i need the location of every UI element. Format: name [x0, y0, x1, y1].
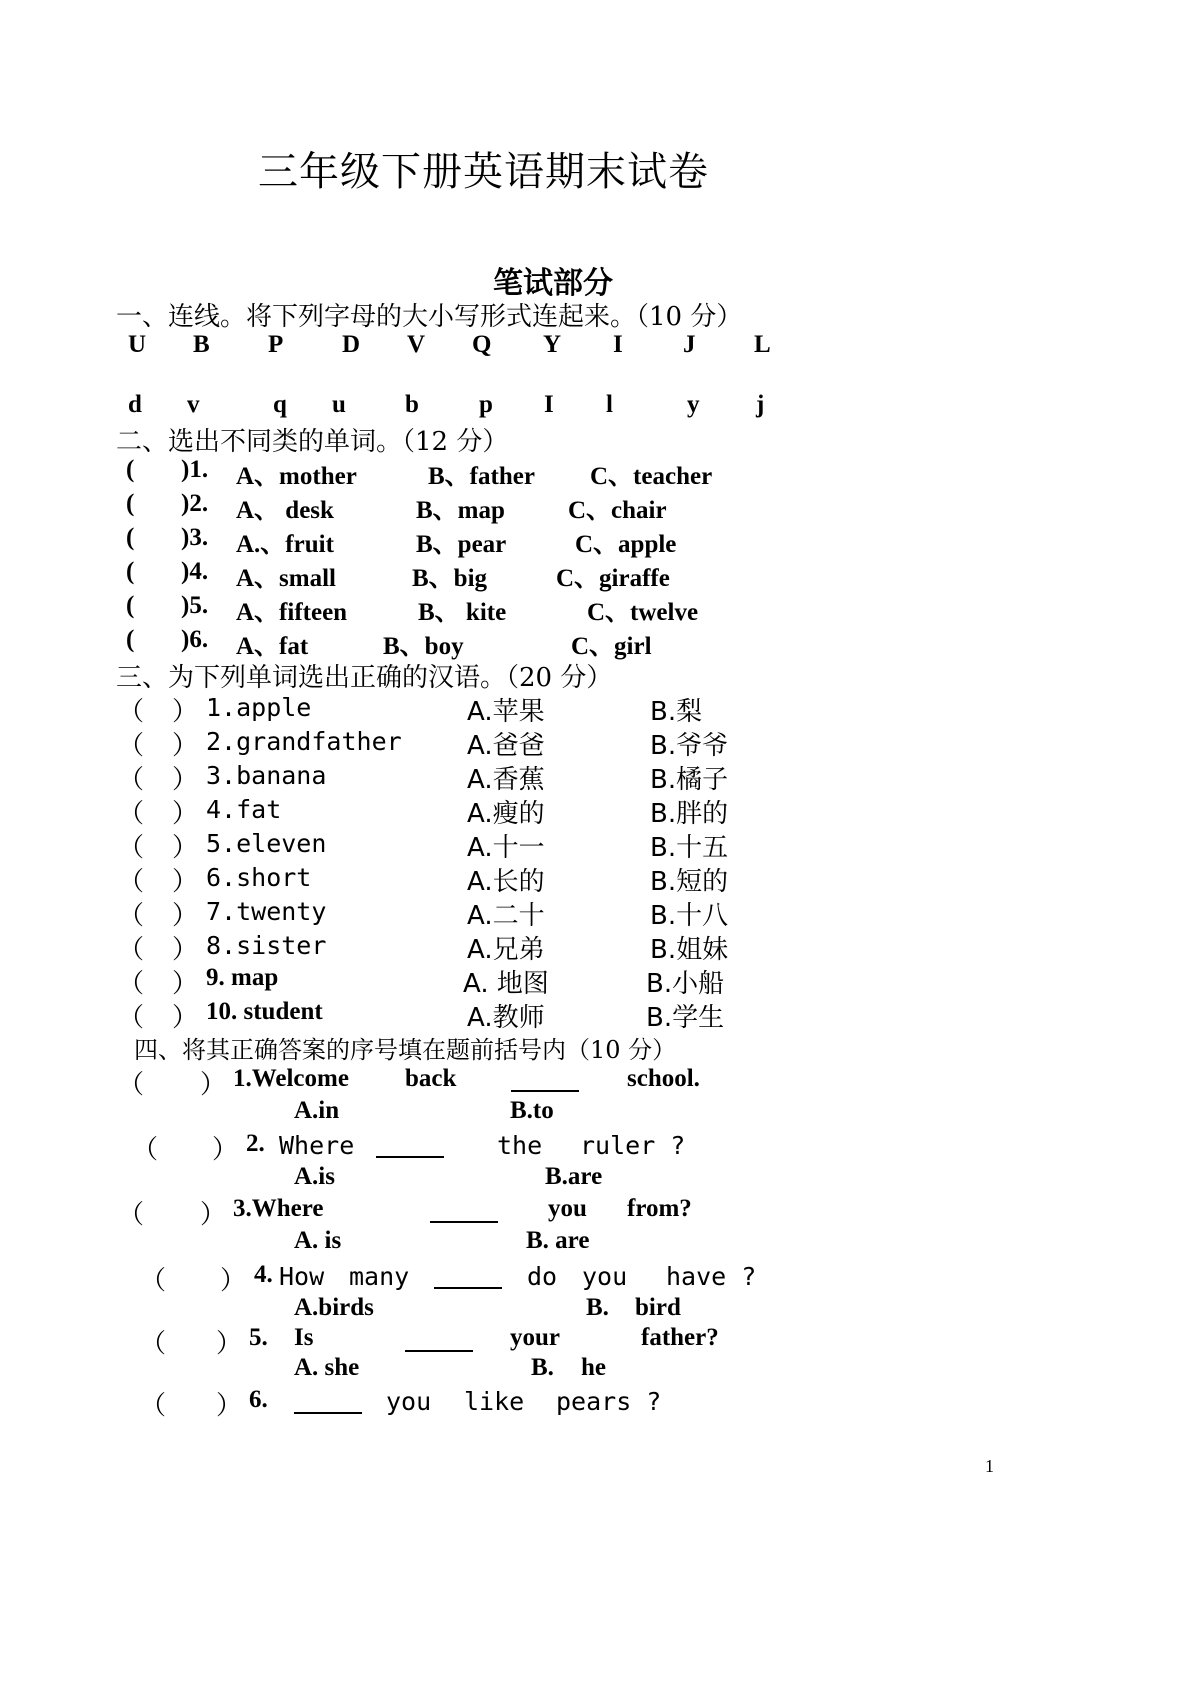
fill-blank[interactable] [405, 1328, 473, 1352]
answer-paren-open[interactable]: （ [118, 731, 145, 761]
upper-letter: Y [543, 331, 562, 358]
option-c: C、giraffe [556, 565, 670, 592]
section2-heading: 二、选出不同类的单词。（12 分） [116, 427, 509, 457]
lower-letter: q [273, 391, 287, 418]
option-b: B、big [412, 565, 488, 592]
option-a: A、mother [236, 463, 357, 490]
answer-paren-close: ） [212, 1135, 239, 1165]
question-word: you [582, 1262, 628, 1291]
question-word: Is [294, 1324, 314, 1351]
option-b: B. are [526, 1227, 590, 1254]
answer-paren-open[interactable]: （ [118, 765, 145, 795]
option-b: B.十五 [650, 833, 729, 863]
answer-paren-close: ） [172, 901, 199, 931]
question-number: 5. [249, 1324, 268, 1351]
option-b: B.爷爷 [650, 731, 729, 761]
lower-letter: y [687, 391, 700, 418]
fill-blank[interactable] [434, 1265, 502, 1289]
option-b: B.胖的 [650, 799, 729, 829]
answer-paren-close: ） [200, 1200, 227, 1230]
option-a: A. 地图 [463, 969, 549, 999]
fill-blank[interactable] [294, 1390, 362, 1414]
question-number: )5. [181, 592, 209, 619]
option-b: B. [586, 1294, 609, 1321]
lower-letter: p [479, 391, 493, 418]
upper-letter: V [407, 331, 426, 358]
question-word: your [510, 1324, 560, 1351]
option-a: A.二十 [467, 901, 545, 931]
page-title: 三年级下册英语期末试卷 [258, 149, 709, 195]
answer-paren-open[interactable]: （ [140, 1329, 167, 1359]
lower-letter: l [606, 391, 613, 418]
question-number: )3. [181, 524, 209, 551]
section4-heading: 四、将其正确答案的序号填在题前括号内（10 分） [134, 1036, 677, 1064]
question-word: many [349, 1262, 410, 1291]
option-b-word: he [581, 1354, 606, 1381]
question-number: )4. [181, 558, 209, 585]
question-word: How [279, 1262, 325, 1291]
answer-paren-open[interactable]: （ [118, 697, 145, 727]
option-c: C、twelve [587, 599, 699, 626]
english-word: 5.eleven [206, 829, 327, 858]
option-a: A. is [294, 1227, 342, 1254]
question-word: father? [641, 1324, 719, 1351]
answer-paren-close: ） [172, 765, 199, 795]
upper-letter: Q [472, 331, 492, 358]
option-a: A、fat [236, 633, 309, 660]
section3-heading: 三、为下列单词选出正确的汉语。（20 分） [116, 663, 613, 693]
option-a: A、fifteen [236, 599, 348, 626]
upper-letter: U [128, 331, 147, 358]
answer-paren[interactable]: ( [126, 490, 135, 517]
option-a: A.in [294, 1097, 340, 1124]
question-number: )6. [181, 626, 209, 653]
fill-blank[interactable] [430, 1199, 498, 1223]
option-a: A.教师 [467, 1003, 545, 1033]
answer-paren[interactable]: ( [126, 592, 135, 619]
option-c: C、apple [575, 531, 677, 558]
english-word: 8.sister [206, 931, 327, 960]
answer-paren-open[interactable]: （ [118, 867, 145, 897]
option-a: A、small [236, 565, 337, 592]
option-b: B.姐妹 [650, 935, 729, 965]
question-text: 1.Welcome [233, 1065, 349, 1092]
option-a: A.birds [294, 1294, 374, 1321]
english-word: 9. map [206, 964, 279, 991]
fill-blank[interactable] [511, 1068, 579, 1092]
answer-paren-close: ） [172, 867, 199, 897]
answer-paren[interactable]: ( [126, 626, 135, 653]
option-a: A.瘦的 [467, 799, 545, 829]
answer-paren-close: ） [172, 1003, 199, 1033]
answer-paren-open[interactable]: （ [118, 969, 145, 999]
question-word: Where [279, 1131, 355, 1160]
upper-letter: I [613, 331, 623, 358]
lower-letter: b [405, 391, 419, 418]
option-a: A.爸爸 [467, 731, 545, 761]
option-b-word: bird [635, 1294, 681, 1321]
option-a: A.香蕉 [467, 765, 545, 795]
answer-paren-close: ） [200, 1070, 227, 1100]
question-word: you [386, 1387, 432, 1416]
answer-paren[interactable]: ( [126, 456, 135, 483]
option-b: B、pear [416, 531, 507, 558]
lower-letter: u [332, 391, 346, 418]
upper-letter: L [754, 331, 771, 358]
answer-paren[interactable]: ( [126, 558, 135, 585]
option-b: B.学生 [646, 1003, 725, 1033]
upper-letter: J [683, 331, 696, 358]
answer-paren-open[interactable]: （ [132, 1135, 159, 1165]
option-b: B. [531, 1354, 554, 1381]
upper-letter: B [193, 331, 210, 358]
english-word: 6.short [206, 863, 312, 892]
lower-letter: v [187, 391, 200, 418]
question-number: 2. [246, 1130, 265, 1157]
question-word: back [405, 1065, 457, 1092]
answer-paren-open[interactable]: （ [118, 1070, 145, 1100]
question-word: pears ? [556, 1387, 662, 1416]
answer-paren-close: ） [172, 833, 199, 863]
english-word: 3.banana [206, 761, 327, 790]
option-a: A.十一 [467, 833, 545, 863]
answer-paren-open[interactable]: （ [140, 1391, 167, 1421]
option-b: B.梨 [650, 697, 703, 727]
option-a: A.苹果 [467, 697, 545, 727]
question-number: )1. [181, 456, 209, 483]
answer-paren-open[interactable]: （ [118, 901, 145, 931]
answer-paren-close: ） [216, 1391, 243, 1421]
lower-letter: j [756, 391, 765, 418]
option-c: C、chair [568, 497, 667, 524]
option-b: B.橘子 [650, 765, 729, 795]
answer-paren-open[interactable]: （ [118, 833, 145, 863]
question-word: have ? [666, 1262, 757, 1291]
question-word: do [527, 1262, 558, 1291]
answer-paren-open[interactable]: （ [118, 935, 145, 965]
option-a: A.兄弟 [467, 935, 545, 965]
english-word: 10. student [206, 998, 323, 1025]
option-b: B.短的 [650, 867, 729, 897]
answer-paren-close: ） [216, 1329, 243, 1359]
answer-paren-close: ） [220, 1266, 247, 1296]
option-b: B、boy [383, 633, 464, 660]
option-c: C、teacher [590, 463, 713, 490]
question-text: 3.Where [233, 1195, 324, 1222]
option-b: B.小船 [646, 969, 725, 999]
option-b: B.are [545, 1163, 603, 1190]
answer-paren-open[interactable]: （ [118, 1003, 145, 1033]
question-word: school. [627, 1065, 700, 1092]
option-b: B、father [428, 463, 535, 490]
lower-letter: I [544, 391, 554, 418]
upper-letter: D [342, 331, 361, 358]
option-a: A.、fruit [236, 531, 334, 558]
answer-paren-open[interactable]: （ [118, 1200, 145, 1230]
section-subtitle: 笔试部分 [493, 266, 613, 301]
answer-paren-close: ） [172, 731, 199, 761]
option-a: A.is [294, 1163, 335, 1190]
answer-paren-close: ） [172, 697, 199, 727]
question-word: from? [627, 1195, 692, 1222]
question-word: the [497, 1131, 543, 1160]
option-a: A、 desk [236, 497, 334, 524]
option-c: C、girl [571, 633, 652, 660]
fill-blank[interactable] [376, 1134, 444, 1158]
question-number: 4. [254, 1261, 273, 1288]
answer-paren-open[interactable]: （ [118, 799, 145, 829]
option-b: B、map [416, 497, 505, 524]
english-word: 1.apple [206, 693, 312, 722]
upper-letter: P [268, 331, 284, 358]
section1-heading: 一、连线。将下列字母的大小写形式连起来。（10 分） [116, 302, 743, 332]
answer-paren-open[interactable]: （ [140, 1266, 167, 1296]
question-word: like [464, 1387, 525, 1416]
option-b: B、 kite [418, 599, 507, 626]
option-a: A.长的 [467, 867, 545, 897]
lower-letter: d [128, 391, 142, 418]
question-number: )2. [181, 490, 209, 517]
option-b: B.十八 [650, 901, 729, 931]
answer-paren-close: ） [172, 799, 199, 829]
page-number: 1 [985, 1456, 994, 1476]
answer-paren-close: ） [172, 969, 199, 999]
option-a: A. she [294, 1354, 360, 1381]
question-number: 6. [249, 1386, 268, 1413]
english-word: 4.fat [206, 795, 282, 824]
option-b: B.to [510, 1097, 554, 1124]
question-word: you [548, 1195, 587, 1222]
english-word: 7.twenty [206, 897, 327, 926]
english-word: 2.grandfather [206, 727, 402, 756]
answer-paren[interactable]: ( [126, 524, 135, 551]
answer-paren-close: ） [172, 935, 199, 965]
question-word: ruler ? [580, 1131, 686, 1160]
